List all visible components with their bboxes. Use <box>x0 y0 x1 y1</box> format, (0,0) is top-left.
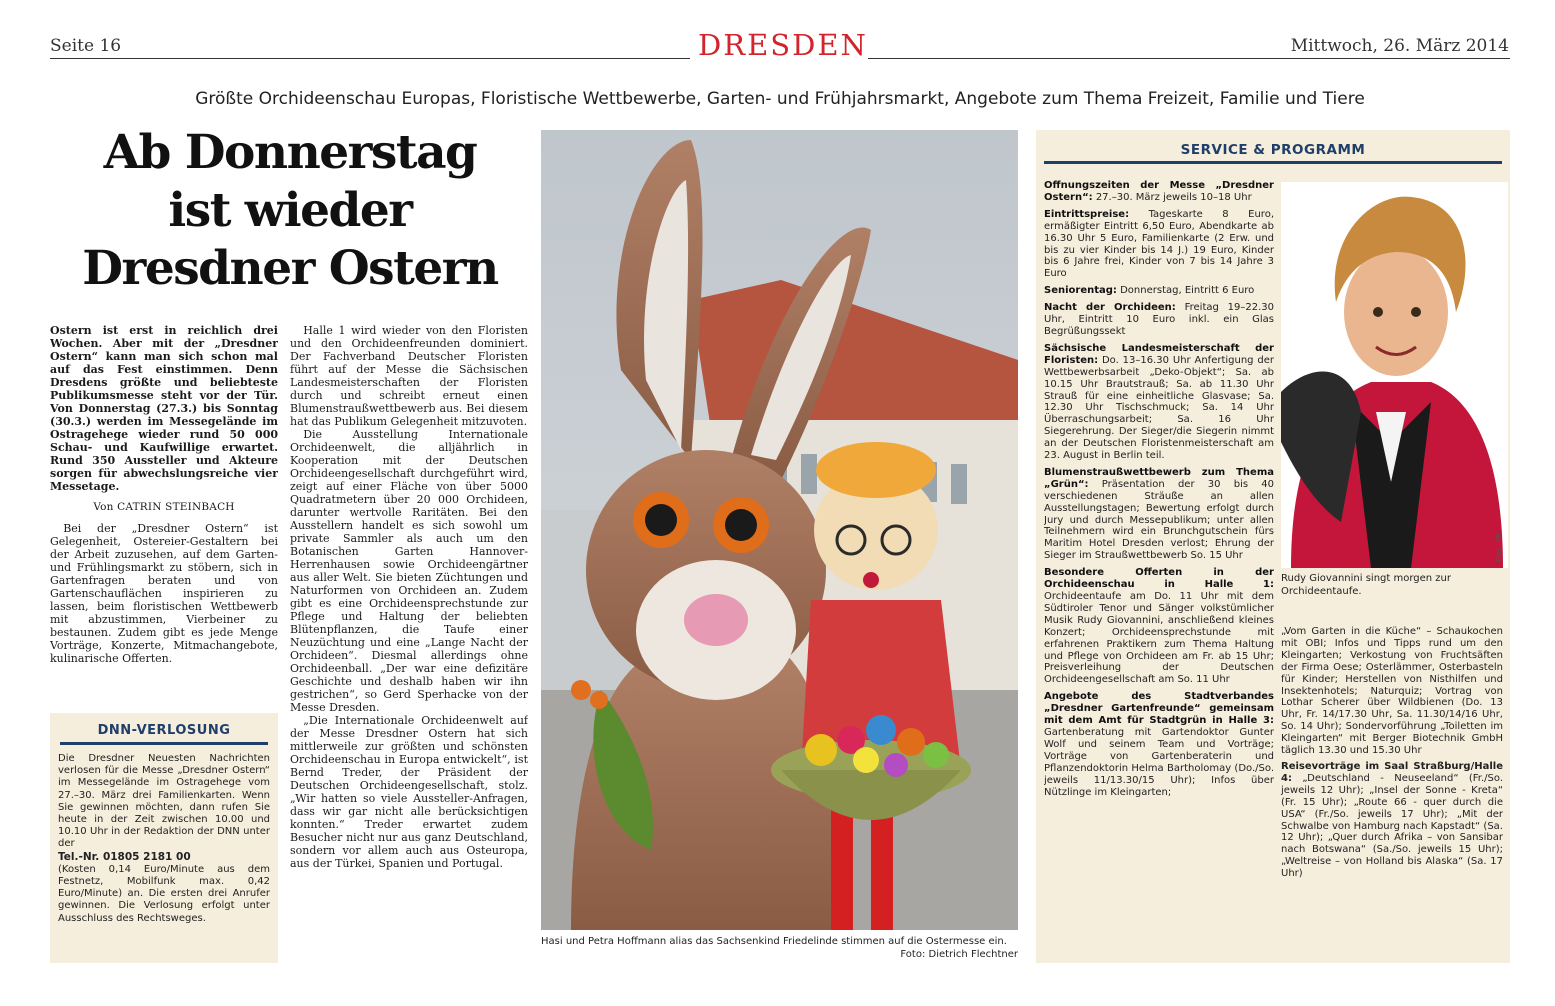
header-rule-left <box>50 58 690 59</box>
travel-talks-text: „Deutschland - Neuseeland“ (Fr./So. jeweils 12 Uhr); „Insel der Sonne - Kreta“ (Fr. 15 Uhr); „Route 66 - quer durch die USA“ (Fr./So. jeweils 17 Uhr); „Mit der Schwalbe von Hamburg nach Kapstadt“ (Sa. 12 Uhr); „Quer durch Afrika – von Sansibar nach Botswana“ (Sa./So. jeweils 15 Uhr); „Weltreise – von Holland bis Alaska“ (Sa. 17 Uhr) <box>1281 772 1503 880</box>
portrait-photo <box>1281 182 1508 568</box>
service-item-senior-day: Seniorentag: Donnerstag, Eintritt 6 Euro <box>1044 285 1255 297</box>
garden-friends-continued: „Vom Garten in die Küche“ – Schaukochen mit OBI; Infos und Tipps rund um den Kleingarten; Verkostung von Fruchtsäften der Firma Oese; Osterlämmer, Osterbasteln für Kinder; Herstellen von Nisthilfen und Insektenhotels; Naturquiz; Vortrag von Lothar Scherer über Wildbienen (Do. 13 Uhr, Fr. 14/17.30 Uhr, Sa. 11.30/14/16 Uhr, So. 14 Uhr); Sondervorführung „Toiletten im Kleingarten“ mit Berger Biotechnik GmbH täglich 13.30 und 15.30 Uhr <box>1281 626 1503 757</box>
dnn-raffle-title: DNN-VERLOSUNG <box>60 723 268 745</box>
dnn-raffle-terms: (Kosten 0,14 Euro/Minute aus dem Festnetz, Mobilfunk max. 0,42 Euro/Minute) an. Die ersten drei Anrufer gewinnen. Die Verlosung erfolgt unter Ausschluss des Rechtsweges. <box>58 863 270 924</box>
service-program-title: SERVICE & PROGRAMM <box>1044 142 1502 164</box>
service-list <box>1044 180 1274 960</box>
headline-line-3: Dresdner Ostern <box>82 241 498 296</box>
travel-talks <box>1281 761 1503 880</box>
dnn-raffle-box <box>50 713 278 963</box>
portrait-caption: Rudy Giovannini singt morgen zur Orchideentaufe. <box>1281 573 1452 597</box>
headline-line-2: ist wieder <box>168 183 412 238</box>
service-list-2 <box>1281 626 1503 884</box>
service-item-prices: Eintrittspreise: Tageskarte 8 Euro, ermäßigter Eintritt 6,50 Euro, Abendkarte ab 16.30 Uhr 5 Euro, Familienkarte (2 Erw. und bis zu vier Kinder bis 14 J.) 19 Euro, Kinder bis 6 Jahre frei, Kinder von 7 bis 14 Jahre 3 Euro <box>1044 208 1274 280</box>
service-item-bouquet-contest: Blumenstraußwettbewerb zum Thema „Grün“: Präsentation der 30 bis 40 verschiedenen Sträuße an allen Ausstellungstagen; Bewertung erfolgt durch Jury und durch Messepublikum; unter allen Teilnehmern wird ein Brunchgutschein fürs Maritim Hotel Dresden verlost; Ehrung der Sieger im Straußwettbewerb So. 15 Uhr <box>1044 466 1274 562</box>
portrait-credit: Foto: PR <box>1495 533 1503 562</box>
article-paragraph-3: Die Ausstellung Internationale Orchideenwelt, die alljährlich in Kooperation mit der Deutschen Orchideengesellschaft durchgeführt wird, zeigt auf einer Fläche von über 5000 Quadratmetern über 20 000 Orchideen, darunter wertvolle Raritäten. Bei den Ausstellern handelt es sich sowohl um private Sammler als auch um den Botanischen Garten Hannover-Herrenhausen sowie Orchideengärtner aus aller Welt. Sie bieten Züchtungen und Naturformen von Orchideen an. Zudem gibt es eine Orchideensprechstunde zur Pflege und Haltung der beliebten Blütenpflanzen, die Taufe einer Neuzüchtung und eine „Lange Nacht der Orchideen“. Diesmal allerdings ohne Orchideenball. „Der war eine defizitäre Geschichte und deshalb haben wir ihn gestrichen“, so Gerd Sperhacke von der Messe Dresden. <box>290 428 528 714</box>
issue-date: Mittwoch, 26. März 2014 <box>1290 36 1509 56</box>
photo-caption <box>541 935 1018 961</box>
headline <box>50 124 530 298</box>
travel-talks-head: Reisevorträge im Saal Straßburg/Halle 4: <box>1281 760 1503 784</box>
page-number: Seite 16 <box>50 36 122 56</box>
section-title: DRESDEN <box>698 28 868 62</box>
byline: Von CATRIN STEINBACH <box>93 501 235 513</box>
service-item-opening-hours: Öffnungszeiten der Messe „Dresdner Ostern“: 27.–30. März jeweils 10–18 Uhr <box>1044 180 1274 203</box>
dnn-raffle-text <box>58 753 270 925</box>
service-item-orchid-night: Nacht der Orchideen: Freitag 19–22.30 Uhr, Eintritt 10 Euro inkl. ein Glas Begrüßungssekt <box>1044 302 1274 337</box>
headline-line-1: Ab Donnerstag <box>103 125 477 180</box>
article-column-2 <box>290 324 528 964</box>
header-rule-right <box>868 58 1510 59</box>
dnn-phone-number: Tel.-Nr. 01805 2181 00 <box>58 850 191 863</box>
article-paragraph-4: „Die Internationale Orchideenwelt auf der Messe Dresdner Ostern hat sich mittlerweile zur größten und schönsten Orchideenschau in Europa entwickelt“, ist Bernd Treder, der Präsident der Deutschen Orchideengesellschaft, stolz. „Wir hatten so viele Aussteller-Anfragen, dass wir gar nicht alle berücksichtigen konnten.“ Treder erwartet zudem Besucher nicht nur aus ganz Deutschland, sondern vor allem auch aus Osteuropa, aus der Türkei, Spanien und Portugal. <box>290 714 528 870</box>
article-paragraph-1: Bei der „Dresdner Ostern“ ist Gelegenheit, Ostereier-Gestaltern bei der Arbeit zuzusehen, auf dem Garten- und Frühlingsmarkt zu stöbern, sich in Gartenfragen beraten und von Gartenschauflächen inspirieren zu lassen, beim floristischen Wettbewerb mit abzustimmen, Vierbeiner zu bestaunen. Zudem gibt es jede Menge Vorträge, Konzerte, Mitmachangebote, kulinarische Offerten. <box>50 522 278 665</box>
dnn-raffle-intro: Die Dresdner Neuesten Nachrichten verlosen für die Messe „Dresdner Ostern“ im Messegelände im Ostragehege vom 27.–30. März drei Familienkarten. Wenn Sie gewinnen möchten, dann rufen Sie heute in der Zeit zwischen 10.00 und 10.10 Uhr in der Redaktion der DNN unter der <box>58 753 270 850</box>
easter-bunny-photo <box>541 130 1018 930</box>
topic-subline: Größte Orchideenschau Europas, Floristische Wettbewerbe, Garten- und Frühjahrsmarkt, Angebote zum Thema Freizeit, Familie und Tiere <box>195 89 1365 109</box>
service-item-orchid-offers: Besondere Offerten in der Orchideenschau in Halle 1: Orchideentaufe am Do. 11 Uhr mit dem Südtiroler Tenor und Sänger volkstümlicher Musik Rudy Giovannini, anschließend kleines Konzert; Orchideensprechstunde mit erfahrenen Praktikern zum Thema Haltung und Pflege von Orchideen am Fr. ab 15 Uhr; Preisverleihung der Deutschen Orchideengesellschaft am So. 11 Uhr <box>1044 567 1274 686</box>
article-paragraph-2: Halle 1 wird wieder von den Floristen und den Orchideenfreunden dominiert. Der Fachverband Deutscher Floristen führt auf der Messe die Sächsischen Landesmeisterschaften der Floristen durch und schreibt erneut einen Blumenstraußwettbewerb aus. Bei diesem hat das Publikum Gelegenheit mitzuvoten. <box>290 324 528 428</box>
article-lead: Ostern ist erst in reichlich drei Wochen. Aber mit der „Dresdner Ostern“ kann man sich schon mal auf das Fest einstimmen. Denn Dresdens größte und beliebteste Publikumsmesse steht vor der Tür. Von Donnerstag (27.3.) bis Sonntag (30.3.) werden im Messegelände im Ostragehege wieder rund 50 000 Schau- und Kaufwillige erwartet. Rund 350 Aussteller und Akteure sorgen für abwechslungsreiche vier Messetage. <box>50 324 278 493</box>
service-item-garden-friends: Angebote des Stadtverbandes „Dresdner Gartenfreunde“ gemeinsam mit dem Amt für Stadtgrün in Halle 3: Gartenberatung mit Gartendoktor Gunter Wolf und seinem Team und Vorträge; Vorträge von Gartenberaterin und Pflanzendoktorin Helma Bartholomay (Do./So. jeweils 11/13.30/15 Uhr); Infos über Nützlinge im Kleingarten; <box>1044 691 1274 798</box>
article-column-1 <box>50 324 278 704</box>
photo-credit: Foto: Dietrich Flechtner <box>900 949 1018 960</box>
photo-caption-text: Hasi und Petra Hoffmann alias das Sachsenkind Friedelinde stimmen auf die Ostermesse ein. <box>541 936 1007 947</box>
service-item-florist-championship: Sächsische Landesmeisterschaft der Floristen: Do. 13–16.30 Uhr Anfertigung der Wettbewerbsarbeit „Deko-Objekt“; Sa. ab 10.15 Uhr Brautstrauß; Sa. ab 11.30 Uhr Strauß für eine einheitliche Glasvase; Sa. 12.30 Uhr Tischschmuck; Sa. 14 Uhr Überraschungsarbeit; Sa. 16 Uhr Siegerehrung. Der Sieger/die Siegerin nimmt an der Deutschen Floristenmeisterschaft am 23. August in Berlin teil. <box>1044 342 1274 462</box>
